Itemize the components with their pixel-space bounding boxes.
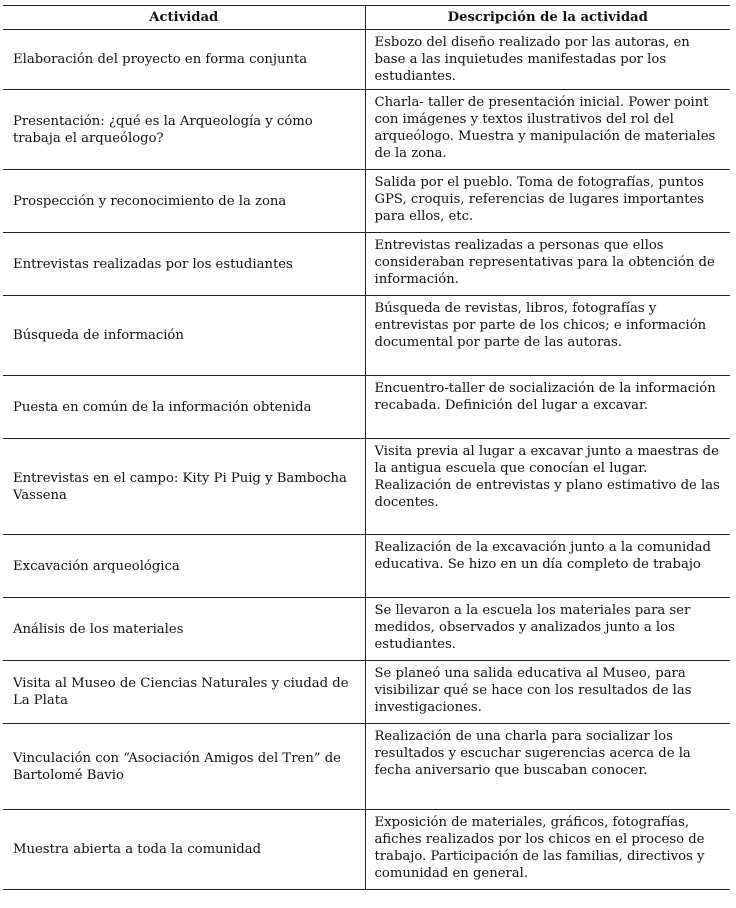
description-text: Esbozo del diseño realizado por las autoras, en base a las inquietudes manifestadas por los estudiantes.: [374, 35, 690, 84]
description-text: Encuentro-taller de socialización de la información recabada. Definición del lugar a excavar.: [374, 381, 716, 413]
description-text: Visita previa al lugar a excavar junto a maestras de la antigua escuela que conocían el lugar. Realización de entrevistas y plano estimativo de las docentes.: [374, 444, 720, 510]
activity-text: Visita al Museo de Ciencias Naturales y ciudad de La Plata: [13, 676, 349, 708]
table-row: [3, 810, 730, 890]
activity-cell: [3, 724, 365, 810]
description-cell: [365, 724, 730, 810]
description-text: Exposición de materiales, gráficos, fotografías, afiches realizados por los chicos en el proceso de trabajo. Participación de las familias, directivos y comunidad en general.: [374, 815, 705, 881]
activity-text: Elaboración del proyecto en forma conjunta: [13, 52, 308, 67]
activity-cell: [3, 810, 365, 890]
activity-text: Análisis de los materiales: [13, 621, 184, 637]
activity-text: Entrevistas en el campo: Kity Pi Puig y Bambocha Vassena: [13, 470, 347, 503]
description-cell: [365, 90, 730, 170]
activity-text: Excavación arqueológica: [13, 558, 180, 574]
header-activity: Actividad: [3, 6, 365, 30]
table-row: [3, 170, 730, 233]
description-text: Búsqueda de revistas, libros, fotografías y entrevistas por parte de los chicos; e información documental por parte de las autoras.: [374, 301, 707, 350]
table-row: [3, 598, 730, 661]
description-cell: [365, 661, 730, 724]
description-cell: [365, 170, 730, 233]
description-text: Se planeó una salida educativa al Museo, para visibilizar qué se hace con los resultados de las investigaciones.: [374, 666, 692, 715]
description-text: Charla- taller de presentación inicial. Power point con imágenes y textos ilustrativos del rol del arqueólogo. Muestra y manipulación de materiales de la zona.: [374, 95, 716, 161]
description-text: Salida por el pueblo. Toma de fotografías, puntos GPS, croquis, referencias de lugares importantes para ellos, etc.: [374, 175, 705, 224]
activity-cell: [3, 296, 365, 376]
activities-table: [3, 5, 730, 890]
description-cell: [365, 376, 730, 439]
activity-cell: [3, 90, 365, 170]
description-cell: [365, 535, 730, 598]
activity-cell: [3, 661, 365, 724]
table-row: [3, 376, 730, 439]
activity-text: Presentación: ¿qué es la Arqueología y cómo trabaja el arqueólogo?: [13, 113, 313, 146]
activity-text: Muestra abierta a toda la comunidad: [13, 842, 262, 857]
description-text: Realización de una charla para socializar los resultados y escuchar sugerencias acerca de la fecha aniversario que buscaban conocer.: [374, 729, 691, 778]
activity-cell: [3, 170, 365, 233]
table-row: [3, 233, 730, 296]
header-description: Descripción de la actividad: [365, 6, 730, 30]
activity-cell: [3, 598, 365, 661]
activity-text: Prospección y reconocimiento de la zona: [13, 193, 287, 209]
description-cell: [365, 439, 730, 535]
table-row: [3, 296, 730, 376]
table-row: [3, 90, 730, 170]
activity-cell: [3, 233, 365, 296]
description-cell: [365, 598, 730, 661]
activity-cell: [3, 535, 365, 598]
activity-text: Entrevistas realizadas por los estudiantes: [13, 256, 293, 272]
table-row: [3, 30, 730, 90]
table-row: [3, 724, 730, 810]
description-text: Entrevistas realizadas a personas que ellos consideraban representativas para la obtención de información.: [374, 238, 715, 287]
description-cell: [365, 296, 730, 376]
activity-text: Búsqueda de información: [13, 328, 184, 343]
table-row: [3, 661, 730, 724]
description-cell: [365, 233, 730, 296]
description-cell: [365, 810, 730, 890]
activity-text: Vinculación con “Asociación Amigos del Tren” de Bartolomé Bavio: [13, 750, 341, 783]
activity-cell: [3, 439, 365, 535]
table-header-row: [3, 6, 730, 30]
table-row: [3, 535, 730, 598]
activity-cell: [3, 376, 365, 439]
table-row: [3, 439, 730, 535]
description-text: Se llevaron a la escuela los materiales para ser medidos, observados y analizados junto a los estudiantes.: [374, 603, 691, 652]
description-text: Realización de la excavación junto a la comunidad educativa. Se hizo en un día completo de trabajo: [374, 540, 711, 572]
description-cell: [365, 30, 730, 90]
activity-text: Puesta en común de la información obtenida: [13, 399, 312, 415]
activity-cell: [3, 30, 365, 90]
